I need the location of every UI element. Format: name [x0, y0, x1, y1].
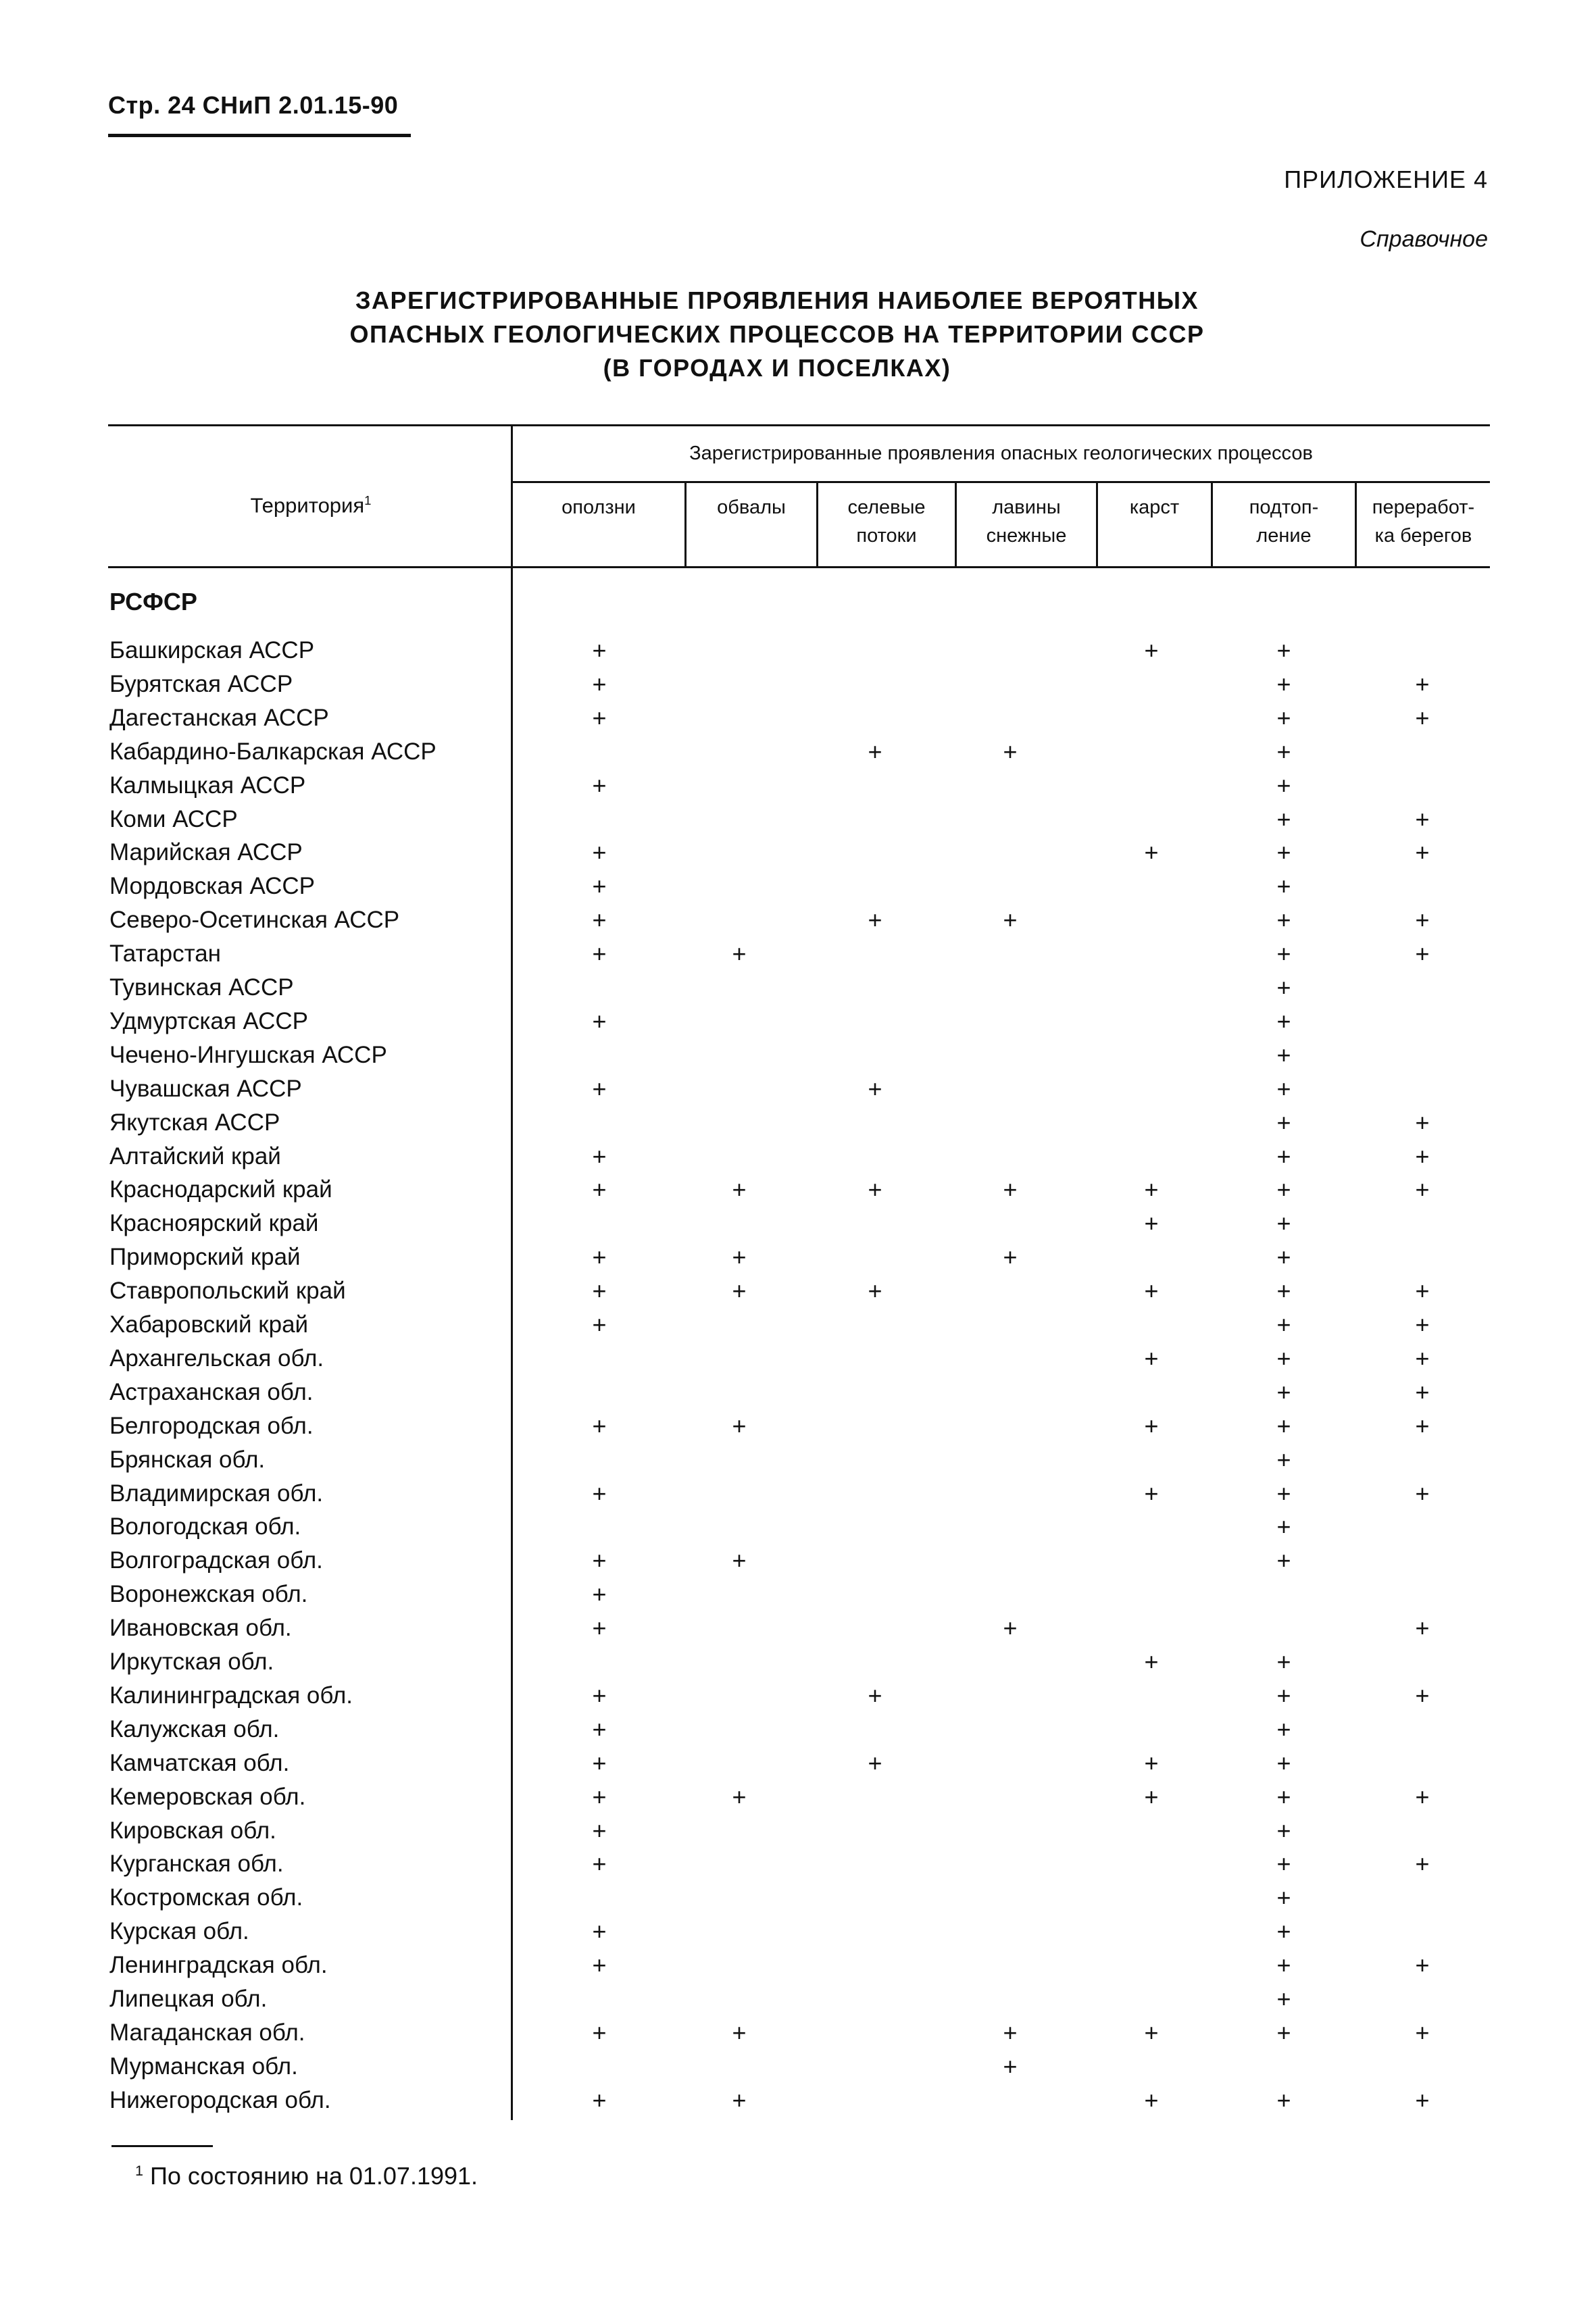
process-mark: + — [592, 872, 607, 900]
table-row — [0, 1848, 1596, 1880]
column-header-line: лавины — [992, 497, 1061, 518]
territory-name: Кабардино-Балкарская АССР — [109, 738, 437, 765]
table-row — [0, 635, 1596, 666]
process-mark: + — [1144, 838, 1159, 866]
process-mark: + — [592, 1075, 607, 1103]
process-mark: + — [1276, 1917, 1291, 1945]
territory-name: Астраханская обл. — [109, 1379, 314, 1405]
process-mark: + — [592, 772, 607, 799]
process-mark: + — [1415, 838, 1430, 866]
column-header-line: подтоп- — [1249, 497, 1319, 518]
process-mark: + — [1276, 1378, 1291, 1406]
process-mark: + — [1276, 1850, 1291, 1878]
process-mark: + — [1415, 1311, 1430, 1338]
territory-name: Тувинская АССР — [109, 974, 294, 1001]
process-mark: + — [868, 1749, 882, 1777]
process-mark: + — [1144, 1749, 1159, 1777]
table-row — [0, 736, 1596, 768]
territory-name: Чувашская АССР — [109, 1076, 302, 1102]
process-mark: + — [592, 1412, 607, 1440]
territory-name: Воронежская обл. — [109, 1581, 308, 1607]
process-mark: + — [1276, 704, 1291, 732]
process-mark: + — [1276, 1749, 1291, 1777]
process-mark: + — [1276, 1446, 1291, 1474]
territory-name: Коми АССР — [109, 806, 238, 832]
process-mark: + — [1415, 2086, 1430, 2114]
process-mark: + — [1003, 1176, 1018, 1203]
table-row — [0, 1950, 1596, 1981]
territory-name: Волгоградская обл. — [109, 1547, 323, 1574]
territory-name: Ивановская обл. — [109, 1615, 292, 1641]
territory-name: Мурманская обл. — [109, 2053, 298, 2080]
process-mark: + — [592, 1480, 607, 1507]
territory-name: Красноярский край — [109, 1210, 319, 1236]
table-row — [0, 2085, 1596, 2116]
process-mark: + — [1276, 1277, 1291, 1305]
process-mark: + — [1415, 1176, 1430, 1203]
table-row — [0, 2051, 1596, 2082]
column-header-line: потоки — [856, 525, 917, 547]
process-mark: + — [1276, 1007, 1291, 1035]
table-row — [0, 1309, 1596, 1340]
process-mark: + — [868, 1277, 882, 1305]
process-mark: + — [868, 1682, 882, 1709]
process-mark: + — [1276, 1546, 1291, 1574]
territory-name: Иркутская обл. — [109, 1649, 274, 1675]
footnote-text: По состоянию на 01.07.1991. — [150, 2162, 478, 2190]
territory-name: Архангельская обл. — [109, 1345, 324, 1372]
table-row — [0, 1074, 1596, 1105]
territory-name: Брянская обл. — [109, 1447, 266, 1473]
footnote-marker: 1 — [364, 493, 372, 507]
process-mark: + — [592, 1951, 607, 1979]
table-row — [0, 1545, 1596, 1576]
process-mark: + — [1276, 1041, 1291, 1069]
process-mark: + — [1276, 1715, 1291, 1743]
table-row — [0, 669, 1596, 700]
section-label: РСФСР — [109, 588, 197, 615]
process-mark: + — [868, 1075, 882, 1103]
process-mark: + — [1415, 1783, 1430, 1811]
process-mark: + — [868, 1176, 882, 1203]
process-mark: + — [1415, 1682, 1430, 1709]
process-mark: + — [592, 1614, 607, 1642]
column-header-line: ка берегов — [1374, 525, 1472, 547]
process-mark: + — [592, 1176, 607, 1203]
process-mark: + — [1415, 1378, 1430, 1406]
process-mark: + — [1276, 1344, 1291, 1372]
process-mark: + — [1276, 1243, 1291, 1271]
territory-name: Приморский край — [109, 1244, 301, 1270]
page-header: Стр. 24 СНиП 2.01.15-90 — [108, 91, 399, 119]
process-mark: + — [592, 1783, 607, 1811]
column-header-line: снежные — [986, 525, 1067, 547]
territory-name: Курская обл. — [109, 1918, 249, 1944]
territory-name: Татарстан — [109, 940, 222, 967]
process-mark: + — [592, 2086, 607, 2114]
process-mark: + — [732, 1277, 747, 1305]
process-mark: + — [1276, 1075, 1291, 1103]
territory-name: Чечено-Ингушская АССР — [109, 1042, 387, 1068]
process-mark: + — [1276, 772, 1291, 799]
territory-name: Ленинградская обл. — [109, 1952, 328, 1978]
footnote — [135, 2162, 478, 2190]
column-header-line: карст — [1129, 497, 1180, 518]
table-row — [0, 1343, 1596, 1374]
process-mark: + — [1276, 872, 1291, 900]
column-header-line: переработ- — [1372, 497, 1475, 518]
territory-name: Алтайский край — [109, 1143, 281, 1169]
process-mark: + — [1415, 1850, 1430, 1878]
process-mark: + — [732, 1176, 747, 1203]
process-mark: + — [1415, 805, 1430, 833]
table-row — [0, 1916, 1596, 1947]
footnote-rule — [111, 2145, 213, 2147]
process-mark: + — [1276, 1648, 1291, 1676]
process-mark: + — [592, 1580, 607, 1608]
process-mark: + — [1276, 1951, 1291, 1979]
process-mark: + — [1415, 1480, 1430, 1507]
table-row — [0, 1040, 1596, 1071]
process-mark: + — [1415, 906, 1430, 934]
table-row — [0, 1680, 1596, 1711]
process-mark: + — [1276, 1142, 1291, 1170]
process-mark: + — [1415, 2019, 1430, 2046]
table-row — [0, 1006, 1596, 1037]
process-mark: + — [732, 2086, 747, 2114]
process-mark: + — [592, 1311, 607, 1338]
table-row — [0, 837, 1596, 868]
process-mark: + — [732, 1783, 747, 1811]
process-mark: + — [1276, 738, 1291, 765]
process-mark: + — [1003, 1243, 1018, 1271]
territory-name: Удмуртская АССР — [109, 1008, 309, 1034]
table-row — [0, 1748, 1596, 1779]
process-mark: + — [592, 906, 607, 934]
process-mark: + — [1276, 2019, 1291, 2046]
process-mark: + — [1415, 1614, 1430, 1642]
process-mark: + — [868, 906, 882, 934]
table-row — [0, 1377, 1596, 1408]
footnote-number: 1 — [135, 2162, 144, 2179]
territory-name: Камчатская обл. — [109, 1750, 290, 1776]
table-row — [0, 1646, 1596, 1678]
territory-name: Кемеровская обл. — [109, 1784, 306, 1810]
process-mark: + — [592, 838, 607, 866]
process-mark: + — [732, 1243, 747, 1271]
table-row — [0, 1882, 1596, 1913]
process-mark: + — [1415, 940, 1430, 967]
territory-name: Белгородская обл. — [109, 1413, 314, 1439]
process-mark: + — [1276, 940, 1291, 967]
table-row — [0, 972, 1596, 1003]
process-mark: + — [592, 1749, 607, 1777]
territory-name: Вологодская обл. — [109, 1513, 301, 1540]
process-mark: + — [732, 1546, 747, 1574]
table-row — [0, 1714, 1596, 1745]
process-mark: + — [1276, 1176, 1291, 1203]
territory-name: Владимирская обл. — [109, 1480, 324, 1507]
table-row — [0, 1242, 1596, 1273]
process-mark: + — [1415, 1951, 1430, 1979]
territory-name: Курганская обл. — [109, 1851, 284, 1877]
territory-name: Якутская АССР — [109, 1109, 280, 1136]
process-mark: + — [1144, 1344, 1159, 1372]
column-header-line: оползни — [562, 497, 636, 518]
process-mark: + — [732, 2019, 747, 2046]
process-mark: + — [1276, 1311, 1291, 1338]
territory-name: Северо-Осетинская АССР — [109, 907, 400, 933]
process-mark: + — [592, 1850, 607, 1878]
process-mark: + — [1415, 704, 1430, 732]
territory-name: Магаданская обл. — [109, 2019, 305, 2046]
process-mark: + — [1003, 1614, 1018, 1642]
process-mark: + — [1276, 974, 1291, 1001]
territory-name: Липецкая обл. — [109, 1986, 268, 2012]
process-mark: + — [1003, 738, 1018, 765]
territory-name: Башкирская АССР — [109, 637, 315, 663]
table-row — [0, 1478, 1596, 1509]
process-mark: + — [1003, 2053, 1018, 2080]
process-mark: + — [1144, 1412, 1159, 1440]
table-row — [0, 1984, 1596, 2015]
title-line: (В ГОРОДАХ И ПОСЕЛКАХ) — [603, 354, 951, 382]
process-mark: + — [1276, 1412, 1291, 1440]
process-mark: + — [592, 636, 607, 664]
process-mark: + — [1144, 1648, 1159, 1676]
process-mark: + — [1415, 1277, 1430, 1305]
process-mark: + — [1276, 1682, 1291, 1709]
process-mark: + — [592, 704, 607, 732]
process-mark: + — [732, 1412, 747, 1440]
process-mark: + — [1144, 1783, 1159, 1811]
process-mark: + — [592, 1277, 607, 1305]
table-row — [0, 1782, 1596, 1813]
process-mark: + — [1144, 1277, 1159, 1305]
territory-name: Калининградская обл. — [109, 1682, 353, 1709]
process-mark: + — [1415, 1109, 1430, 1136]
process-mark: + — [592, 1715, 607, 1743]
process-mark: + — [1144, 1176, 1159, 1203]
process-mark: + — [1144, 1209, 1159, 1237]
process-mark: + — [592, 1546, 607, 1574]
table-row — [0, 1579, 1596, 1610]
process-mark: + — [1276, 838, 1291, 866]
table-row — [0, 1141, 1596, 1172]
process-mark: + — [1276, 805, 1291, 833]
process-mark: + — [592, 1007, 607, 1035]
process-mark: + — [592, 1142, 607, 1170]
process-mark: + — [1276, 1513, 1291, 1540]
process-mark: + — [1003, 906, 1018, 934]
table-row — [0, 770, 1596, 801]
process-mark: + — [1144, 2086, 1159, 2114]
table-row — [0, 2017, 1596, 2048]
table-row — [0, 1511, 1596, 1542]
territory-name: Бурятская АССР — [109, 671, 293, 697]
process-mark: + — [732, 940, 747, 967]
process-mark: + — [592, 940, 607, 967]
process-mark: + — [1276, 670, 1291, 698]
territory-name: Хабаровский край — [109, 1311, 309, 1338]
title-line: ЗАРЕГИСТРИРОВАННЫЕ ПРОЯВЛЕНИЯ НАИБОЛЕЕ ВЕРОЯТНЫХ — [355, 286, 1199, 314]
process-mark: + — [1276, 1985, 1291, 2013]
territory-name: Дагестанская АССР — [109, 705, 329, 731]
process-mark: + — [1276, 1783, 1291, 1811]
table-row — [0, 1174, 1596, 1205]
process-mark: + — [592, 2019, 607, 2046]
process-mark: + — [868, 738, 882, 765]
process-mark: + — [1144, 2019, 1159, 2046]
territory-name: Кировская обл. — [109, 1817, 276, 1844]
process-mark: + — [1276, 906, 1291, 934]
process-mark: + — [1415, 1142, 1430, 1170]
table-row — [0, 938, 1596, 970]
column-header-line: ление — [1256, 525, 1312, 547]
process-mark: + — [1276, 2086, 1291, 2114]
process-mark: + — [1276, 1209, 1291, 1237]
process-mark: + — [1276, 1884, 1291, 1911]
territory-name: Краснодарский край — [109, 1176, 332, 1203]
table-row — [0, 1276, 1596, 1307]
process-mark: + — [1276, 636, 1291, 664]
title-line: ОПАСНЫХ ГЕОЛОГИЧЕСКИХ ПРОЦЕССОВ НА ТЕРРИТОРИИ СССР — [349, 320, 1205, 348]
process-mark: + — [592, 1243, 607, 1271]
territory-header-label: Территория — [250, 493, 365, 518]
process-mark: + — [1415, 1344, 1430, 1372]
territory-name: Марийская АССР — [109, 839, 303, 865]
process-mark: + — [1415, 1412, 1430, 1440]
table-row — [0, 1815, 1596, 1846]
table-row — [0, 1208, 1596, 1239]
column-header-line: обвалы — [717, 497, 786, 518]
appendix-note: Справочное — [1360, 226, 1488, 252]
table-row — [0, 905, 1596, 936]
table-row — [0, 1444, 1596, 1476]
process-mark: + — [1276, 1480, 1291, 1507]
column-header-line: селевые — [847, 497, 926, 518]
territory-name: Калмыцкая АССР — [109, 772, 306, 799]
process-mark: + — [592, 1817, 607, 1844]
territory-name: Нижегородская обл. — [109, 2087, 331, 2113]
process-mark: + — [1276, 1817, 1291, 1844]
process-mark: + — [1003, 2019, 1018, 2046]
territory-name: Ставропольский край — [109, 1278, 346, 1304]
territory-name: Мордовская АССР — [109, 873, 315, 899]
territory-name: Костромская обл. — [109, 1884, 303, 1911]
table-row — [0, 703, 1596, 734]
table-row — [0, 1613, 1596, 1644]
table-row — [0, 1411, 1596, 1442]
group-header: Зарегистрированные проявления опасных геологических процессов — [689, 443, 1313, 464]
table-row — [0, 871, 1596, 902]
process-mark: + — [1276, 1109, 1291, 1136]
process-mark: + — [592, 1917, 607, 1945]
process-mark: + — [1144, 636, 1159, 664]
process-mark: + — [1144, 1480, 1159, 1507]
territory-name: Калужская обл. — [109, 1716, 280, 1742]
table-row — [0, 804, 1596, 835]
process-mark: + — [592, 1682, 607, 1709]
process-mark: + — [592, 670, 607, 698]
appendix-label: ПРИЛОЖЕНИЕ 4 — [1284, 166, 1488, 193]
process-mark: + — [1415, 670, 1430, 698]
table-row — [0, 1107, 1596, 1138]
